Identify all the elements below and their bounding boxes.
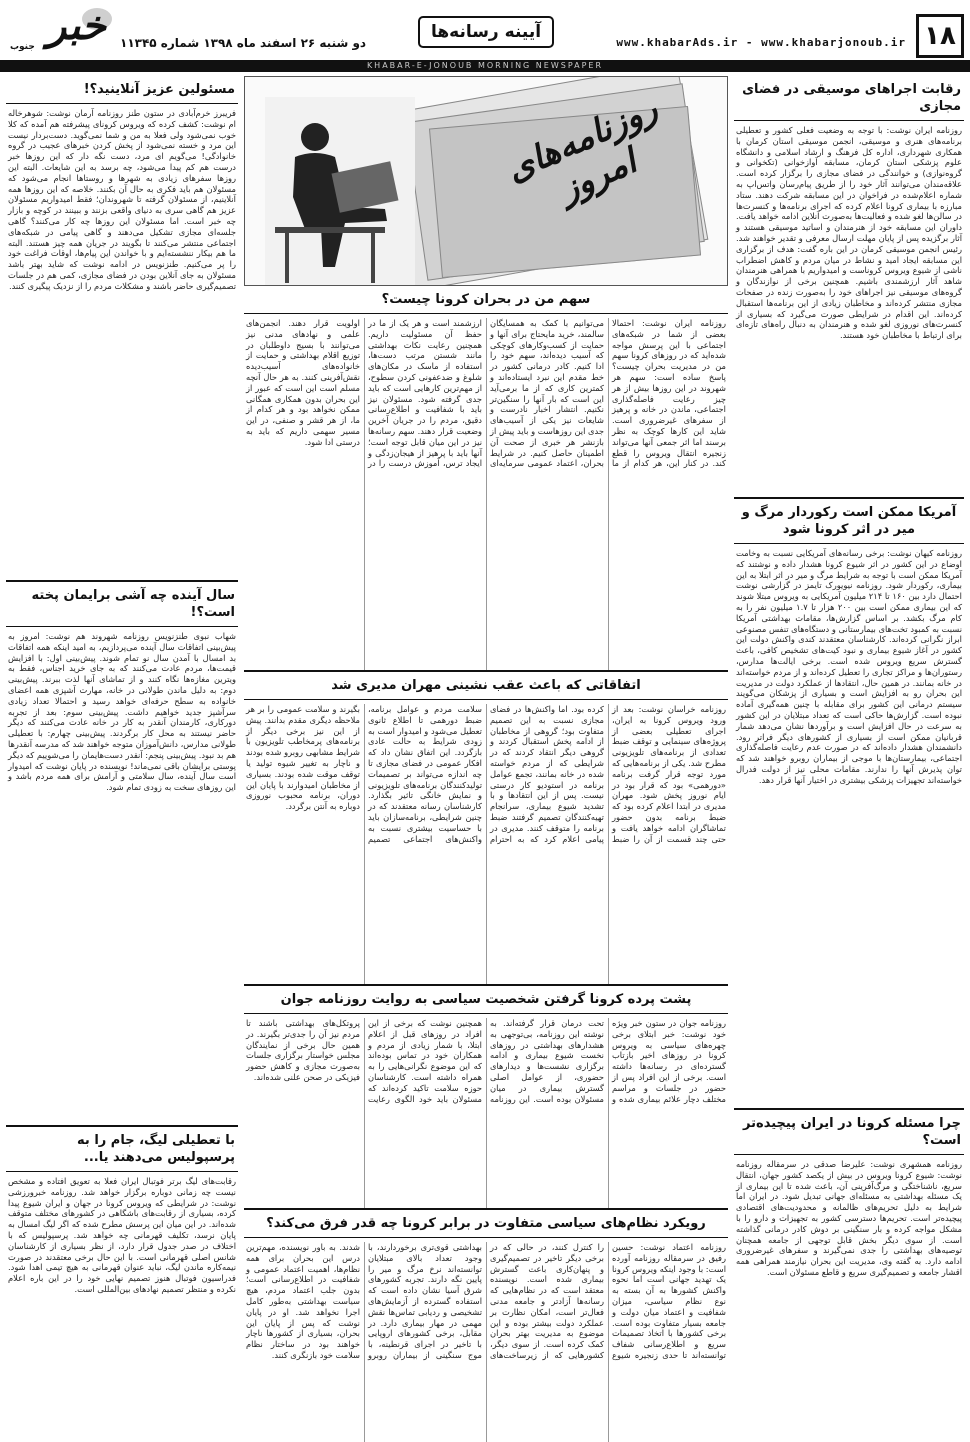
article-title-league: با تعطیلی لیگ، جام را به پرسپولیس می‌دهند یا... bbox=[6, 1125, 238, 1172]
logo-subtitle: جنوب bbox=[10, 42, 35, 52]
english-banner: KHABAR-E-JONOUB MORNING NEWSPAPER bbox=[0, 60, 970, 72]
page-number: ۱۸ bbox=[916, 14, 964, 58]
article-body-iran-corona: روزنامه همشهری نوشت: علیرضا صدقی در سرمقاله روزنامه نوشت: شیوع کرونا ویروس در بیش از یکصد کشور جهان، انتقال سریع، ناشناختگی و مرگ‌آفرینی آن، باعث شده تا این بیماری از یک مسئله بهداشتی به مسئله‌ای جهانی تبدیل شود. در ایران اما شرایط به دلیل تحریم‌های ظالمانه و محدودیت‌های اقتصادی پیچیده‌تر است. تحریم‌ها دسترسی کشور به تجهیزات و دارو را با مشکل مواجه کرده و بار سنگینی بر دوش کادر درمانی گذاشته است. از سوی دیگر بخش قابل توجهی از جامعه همچنان توصیه‌های بهداشتی را جدی نمی‌گیرند و سفرهای غیرضروری ادامه دارد. به گفته وی، مدیریت این بحران نیازمند همراهی همه اقشار جامعه و تصمیم‌گیری سریع و قاطع مسئولان است. bbox=[736, 1159, 962, 1277]
article-title-next-year: سال آینده چه آشی برایمان پخته است؟! bbox=[6, 580, 238, 627]
reader-silhouette-icon bbox=[265, 97, 415, 286]
logo-word: خبر bbox=[47, 2, 106, 49]
article-body-america: روزنامه کیهان نوشت: برخی رسانه‌های آمریکایی نسبت به وخامت اوضاع در این کشور در اثر شیوع کرونا هشدار داده و نوشتند که آمریکا ممکن است با توجه به شرایط مرگ و میر در اثر ابتلا به این بیماری، رکوردار شود. روزنامه نیویورک تایمز در گزارشی نوشت احتمال دارد بین ۱۶۰ تا ۲۱۴ میلیون آمریکایی به ویروس مبتلا شوند که این بیماری ممکن است بین ۲۰۰ هزار تا ۱.۷ میلیون نفر را به کام مرگ بکشد. بر اساس گزارش‌ها، مقامات بهداشتی آمریکا نسبت به کمبود تخت‌های بیمارستانی و دستگاه‌های تنفس مصنوعی ابراز نگرانی کرده‌اند. کارشناسان معتقدند کندی واکنش دولت این کشور در آغاز شیوع بیماری و نبود کیت‌های تشخیص کافی، باعث گسترش سریع ویروس شده است. برخی ایالت‌ها مدارس، رستوران‌ها و مراکز تجاری را تعطیل کرده‌اند و از مردم خواسته‌اند در خانه بمانند. در همین حال، انتقادها از عملکرد دولت در مدیریت این بحران رو به افزایش است و بسیاری از پزشکان می‌گویند سیستم درمانی این کشور برای مقابله با چنین همه‌گیری آماده نبوده است. گزارش‌ها حاکی است که تعداد مبتلایان در این کشور به سرعت در حال افزایش است و برآوردها نشان می‌دهد شمار قربانیان ممکن است از بسیاری از کشورهای دیگر فراتر رود. دانشمندان هشدار داده‌اند که در صورت عدم رعایت فاصله‌گذاری اجتماعی، بیمارستان‌ها با موجی از بیماران روبرو خواهند شد که توان پذیرش آنها را ندارند. مقامات محلی نیز از دولت فدرال خواسته‌اند تجهیزات پزشکی بیشتری در اختیار آنها قرار دهد. bbox=[736, 548, 963, 785]
issue-date: دو شنبه ۲۶ اسفند ماه ۱۳۹۸ شماره ۱۱۳۴۵ bbox=[120, 36, 367, 50]
website-links[interactable]: www.khabarAds.ir - www.khabarjonoub.ir bbox=[616, 36, 906, 49]
article-title-america: آمریکا ممکن است رکوردار مرگ و میر در اثر کرونا شود bbox=[734, 497, 964, 544]
masthead bbox=[0, 0, 970, 72]
section-title: آیینه رسانه‌ها bbox=[418, 16, 554, 48]
article-title-iran-corona: چرا مسئله کرونا در ایران پیچیده‌تر است؟ bbox=[734, 1108, 964, 1155]
article-body-next-year: شهاب نبوی طنزنویس روزنامه شهروند هم نوشت: امروز به پیش‌بینی اتفاقات سال آینده می‌پردازیم، به امید اینکه همه اتفاقات بد امسال با آمدن سال نو تمام شوند. پیش‌بینی اول: با افزایش قیمت‌ها، مردم عادت می‌کنند که به جای خرید اجناس، فقط به ویترین مغازه‌ها نگاه کنند و از تماشای آنها لذت ببرند. پیش‌بینی دوم: به دلیل ماندن طولانی در خانه، مهارت آشپزی همه اعضای خانواده به سطح حرفه‌ای خواهد رسید و احتمالا تعداد زیادی سرآشپز جدید خواهیم داشت. پیش‌بینی سوم: بعد از تجربه دورکاری، کارمندان آنقدر به کار در خانه عادت می‌کنند که دیگر حاضر نیستند به محل کار برگردند. پیش‌بینی چهارم: با تعطیلی طولانی مدارس، دانش‌آموزان متوجه خواهند شد که مدرسه آنقدرها هم بد نبود. پیش‌بینی پنجم: آنقدر دست‌هایمان را می‌شوییم که دیگر پوستی برایشان باقی نمی‌ماند! نویسنده در پایان نوشت که امیدوار است سال آینده، سال سلامتی و آرامش برای همه مردم باشد و این روزهای سخت به زودی تمام شود. bbox=[8, 631, 236, 793]
article-title-officials-online: مسئولین عزیز آنلاینید؟! bbox=[6, 76, 238, 104]
center-column bbox=[244, 76, 728, 1436]
newspaper-logo bbox=[8, 2, 112, 58]
article-body-my-share: روزنامه ایران نوشت: احتمالا بعضی از شما در شبکه‌های اجتماعی با این پرسش مواجه شده‌اید که در روزهای کرونا سهم من در مدیریت بحران چیست؟ پاسخ ساده است: سهم هر شهروند در این روزها بیش از هر چیز رعایت فاصله‌گذاری اجتماعی، ماندن در خانه و پرهیز از سفرهای غیرضروری است. شاید این کارها کوچک به نظر برسند اما اثر جمعی آنها می‌تواند زنجیره انتقال ویروس را قطع کند. در کنار این، هر کدام از ما می‌توانیم با کمک به همسایگان سالمند، خرید مایحتاج برای آنها و حمایت از کسب‌وکارهای کوچکی که آسیب دیده‌اند، سهم خود را ادا کنیم. کادر درمانی کشور در خط مقدم این نبرد ایستاده‌اند و کمترین کاری که از ما برمی‌آید این است که بار آنها را سنگین‌تر نکنیم. انتشار اخبار نادرست و شایعات نیز یکی از آسیب‌های جدی این روزهاست و باید پیش از بازنشر هر خبری از صحت آن اطمینان حاصل کنیم. در شرایط بحران، اعتماد عمومی سرمایه‌ای ارزشمند است و هر یک از ما در حفظ آن مسئولیت داریم. همچنین رعایت نکات بهداشتی مانند شستن مرتب دست‌ها، استفاده از ماسک در مکان‌های شلوغ و ضدعفونی کردن سطوح، از مهم‌ترین کارهایی است که باید جدی گرفته شود. مسئولان نیز باید با شفافیت و اطلاع‌رسانی دقیق، مردم را در جریان آخرین وضعیت قرار دهند. سهم رسانه‌ها نیز در این میان قابل توجه است؛ آنها باید با پرهیز از هیجان‌زدگی و ایجاد ترس، آموزش درست را در اولویت قرار دهند. انجمن‌های علمی و نهادهای مدنی نیز می‌توانند با بسیج داوطلبان در توزیع اقلام بهداشتی و حمایت از خانواده‌های آسیب‌دیده نقش‌آفرینی کنند. به هر حال آنچه مسلم است این است که عبور از این بحران بدون همکاری همگانی ممکن نخواهد بود و هر کدام از ما، از هر قشر و صنفی، در این مسیر سهمی داریم که باید به درستی ادا شود. bbox=[246, 318, 726, 469]
right-column bbox=[734, 76, 964, 1436]
article-title-political-systems: رویکرد نظام‌های سیاسی متفاوت در برابر کرونا چه قدر فرق می‌کند؟ bbox=[244, 1208, 728, 1238]
article-body-music: روزنامه ایران نوشت: با توجه به وضعیت فعلی کشور و تعطیلی برنامه‌های هنری و موسیقی، انجمن موسیقی استان کرمان با همکاری شهرداری، اداره کل فرهنگ و ارشاد اسلامی و دانشگاه علوم پزشکی استان کرمان، مسابقه آوازخوانی (تکخوانی و گروه‌نوازی) و خوانندگی در فضای مجازی را برگزار کرده است. علاقه‌مندان می‌توانند آثار خود را از طریق پیام‌رسان واتس‌اپ به شماره اعلام‌شده در فراخوان در این مسابقه شرکت دهند. ستاد مبارزه با بیماری کرونا اعلام کرده که اجرای برنامه‌ها و کنسرت‌ها در سالن‌ها لغو شده و فعالیت‌ها به‌صورت آنلاین ادامه خواهد یافت. داوران این مسابقه خود از هنرمندان و اساتید موسیقی هستند و آثار برگزیده پس از پایان مهلت ارسال معرفی و تقدیر خواهند شد. رئیس انجمن موسیقی کرمان در این باره گفت: هدف از برگزاری این مسابقه ایجاد امید و نشاط در میان مردم و کاهش اضطراب ناشی از شیوع ویروس کروناست و امیدواریم با همراهی هنرمندان شاهد آثار ارزشمندی باشیم. همچنین برخی از نوازندگان و گروه‌های موسیقی نیز اجراهای خود را به‌صورت زنده در صفحات مجازی منتشر کرده‌اند و مخاطبان زیادی از این برنامه‌ها استقبال کرده‌اند. این اقدام در شرایطی صورت می‌گیرد که بسیاری از کنسرت‌های نوروزی لغو شده و هنرمندان به دنبال راه‌های تازه‌ای برای ارتباط با مخاطبان خود هستند. bbox=[736, 125, 962, 341]
article-title-music: رقابت اجراهای موسیقی در فضای مجازی bbox=[734, 76, 964, 121]
article-title-modiri: اتفاقاتی که باعث عقب نشینی مهران مدیری شد bbox=[244, 670, 728, 700]
article-body-officials-online: فریبرز خرم‌آبادی در ستون طنز روزنامه آرمان نوشت: شوهرخاله ام نوشت: کشف کرده که ویروس کرونای پیشرفته هم آمده که کلا خوب نمی‌شود ولی فعلا به من و شما نمی‌گوید. دست‌بردار نیست این مرد و خسته نمی‌شود از پخش کردن خبرهای عجیب در گروه خانوادگی! می‌گویم ای مرد، دست نگه دار که این روزها خبر درست هم کم پیدا می‌شود، چه برسد به این شایعات. البته این روزها سفرهای زیادی به شهرها و روستاها انجام می‌شود که مسئولان هم باید فکری به حال آن بکنند. خلاصه که این روزها همه آنلاینیم، از مسئولان گرفته تا شهروندان؛ فقط امیدواریم مسئولان عزیز هم گاهی سری به دنیای واقعی بزنند و ببینند در کوچه و بازار چه خبر است. اما مسئولان این روزها چه کار می‌کنند؟ گاهی جلسه‌ای مجازی تشکیل می‌دهند و گاهی پیامی در شبکه‌های اجتماعی منتشر می‌کنند تا بگویند در جریان همه چیز هستند. البته ما هم بیکار ننشسته‌ایم و با خواندن این پیام‌ها، اوقات فراغت خود را پر می‌کنیم. طنزنویس در ادامه نوشت که شاید بهتر باشد مسئولان به جای آنلاین بودن در فضای مجازی، کمی هم در جلسات تصمیم‌گیری حاضر باشند و مشکلات مردم را از نزدیک پیگیری کنند. bbox=[8, 108, 236, 291]
article-title-politician: پشت پرده کرونا گرفتن شخصیت سیاسی به روایت روزنامه جوان bbox=[244, 984, 728, 1014]
photo-headline: روزنامه‌های امروز bbox=[500, 88, 664, 211]
left-column bbox=[6, 76, 238, 1436]
article-body-league: رقابت‌های لیگ برتر فوتبال ایران فعلا به تعویق افتاده و مشخص نیست چه زمانی دوباره برگزار خواهد شد. روزنامه خبرورزشی نوشت: در شرایطی که ویروس کرونا در جهان و ایران شیوع پیدا کرده، بسیاری از رقابت‌های باشگاهی در کشورهای مختلف متوقف شده‌اند. در این میان این پرسش مطرح شده که اگر لیگ امسال به پایان نرسد، تکلیف قهرمانی چه خواهد شد. پرسپولیس که با اختلاف در صدر جدول قرار دارد، از نظر بسیاری از کارشناسان شانس اصلی قهرمانی است. با این حال برخی معتقدند در صورت نیمه‌کاره ماندن لیگ، نباید عنوان قهرمانی به هیچ تیمی اهدا شود. فدراسیون فوتبال هنوز تصمیم نهایی خود را در این باره اعلام نکرده و منتظر تصمیم نهادهای بین‌المللی است. bbox=[8, 1176, 236, 1294]
article-body-political-systems: روزنامه اعتماد نوشت: حسین رفیق در سرمقاله روزنامه آورده است: با وجود اینکه ویروس کرونا یک تهدید جهانی است اما نحوه واکنش کشورها به آن بسته به نوع نظام سیاسی، میزان شفافیت و اعتماد میان دولت و جامعه بسیار متفاوت بوده است. برخی کشورها با اتخاذ تصمیمات سریع و اطلاع‌رسانی شفاف توانسته‌اند تا حدی زنجیره شیوع را کنترل کنند، در حالی که در برخی دیگر تاخیر در تصمیم‌گیری و پنهان‌کاری باعث گسترش بیماری شده است. نویسنده معتقد است که در نظام‌هایی که رسانه‌ها آزادتر و جامعه مدنی فعال‌تر است، امکان نظارت بر عملکرد دولت بیشتر بوده و این موضوع به مدیریت بهتر بحران کمک کرده است. از سوی دیگر، کشورهایی که از زیرساخت‌های بهداشتی قوی‌تری برخوردارند، با وجود تعداد بالای مبتلایان توانسته‌اند نرخ مرگ و میر را پایین نگه دارند. تجربه کشورهای شرق آسیا نشان داده است که استفاده گسترده از آزمایش‌های تشخیصی و ردیابی تماس‌ها نقش مهمی در مهار بیماری دارد. در مقابل، برخی کشورهای اروپایی با تاخیر در اجرای قرنطینه، با موج سنگینی از بیماران روبرو شدند. به باور نویسنده، مهم‌ترین درس این بحران برای همه نظام‌ها، اهمیت اعتماد عمومی و شفافیت در اطلاع‌رسانی است؛ بدون جلب اعتماد مردم، هیچ سیاست بهداشتی به‌طور کامل اجرا نخواهد شد. او در پایان نوشت که پس از پایان این بحران، بسیاری از کشورها ناچار خواهند بود در ساختار نظام سلامت خود بازنگری کنند. bbox=[246, 1242, 726, 1360]
article-body-politician: روزنامه جوان در ستون خبر ویژه خود نوشت: خبر ابتلای برخی چهره‌های سیاسی به ویروس کرونا در روزهای اخیر بازتاب گسترده‌ای در رسانه‌ها داشته است. برخی از این افراد پس از حضور در جلسات و مراسم مختلف دچار علائم بیماری شده و تحت درمان قرار گرفته‌اند. به نوشته این روزنامه، بی‌توجهی به هشدارهای بهداشتی در روزهای نخست شیوع بیماری و ادامه برگزاری نشست‌ها و دیدارهای حضوری، از عوامل اصلی گسترش بیماری در میان مسئولان بوده است. این روزنامه همچنین نوشت که برخی از این افراد در روزهای قبل از اعلام ابتلا، با شمار زیادی از مردم و همکاران خود در تماس بوده‌اند که این موضوع نگرانی‌هایی را به همراه داشته است. کارشناسان حوزه سلامت تاکید کرده‌اند که مسئولان باید خود الگوی رعایت پروتکل‌های بهداشتی باشند تا مردم نیز آن را جدی‌تر بگیرند. در همین حال برخی از نمایندگان مجلس خواستار برگزاری جلسات به‌صورت مجازی و کاهش حضور فیزیکی در صحن علنی شده‌اند. bbox=[246, 1018, 726, 1104]
newspapers-photo bbox=[244, 76, 728, 286]
article-body-modiri: روزنامه خراسان نوشت: بعد از ورود ویروس کرونا به ایران، اجرای تعطیلی بعضی از پروژه‌های سینمایی و توقف ضبط تعدادی از برنامه‌های تلویزیونی مطرح شد. یکی از برنامه‌هایی که مورد توجه قرار گرفت برنامه «دورهمی» بود که قرار بود در ایام نوروز پخش شود. مهران مدیری در ابتدا اعلام کرده بود که ضبط برنامه بدون حضور تماشاگران ادامه خواهد یافت و حتی چند قسمت از آن را ضبط کرده بود. اما واکنش‌ها در فضای مجازی نسبت به این تصمیم متفاوت بود؛ گروهی از مخاطبان از ادامه پخش استقبال کردند و گروهی دیگر انتقاد کردند که در شرایطی که از مردم خواسته شده در خانه بمانند، تجمع عوامل برنامه در استودیو کار درستی نیست. پس از این انتقادها و با تشدید شیوع بیماری، سرانجام تهیه‌کنندگان تصمیم گرفتند ضبط برنامه را متوقف کنند. مدیری در پیامی اعلام کرد که به احترام سلامت مردم و عوامل برنامه، ضبط دورهمی تا اطلاع ثانوی تعطیل می‌شود و امیدوار است به زودی شرایط به حالت عادی بازگردد. این اتفاق نشان داد که افکار عمومی در فضای مجازی تا چه اندازه می‌تواند بر تصمیمات تولیدکنندگان برنامه‌های تلویزیونی و نمایش خانگی تاثیر بگذارد. کارشناسان رسانه معتقدند که در چنین شرایطی، برنامه‌سازان باید با حساسیت بیشتری نسبت به واکنش‌های اجتماعی تصمیم بگیرند و سلامت عمومی را بر هر ملاحظه دیگری مقدم بدانند. پیش از این نیز برخی دیگر از برنامه‌های پرمخاطب تلویزیون با شرایط مشابهی روبرو شده بودند و ناچار به تغییر شیوه تولید یا توقف موقت شده بودند. بسیاری از مخاطبان امیدوارند با پایان این دوران، برنامه محبوب نوروزی دوباره به آنتن برگردد. bbox=[246, 704, 726, 844]
article-title-my-share: سهم من در بحران کرونا چیست؟ bbox=[244, 286, 728, 314]
